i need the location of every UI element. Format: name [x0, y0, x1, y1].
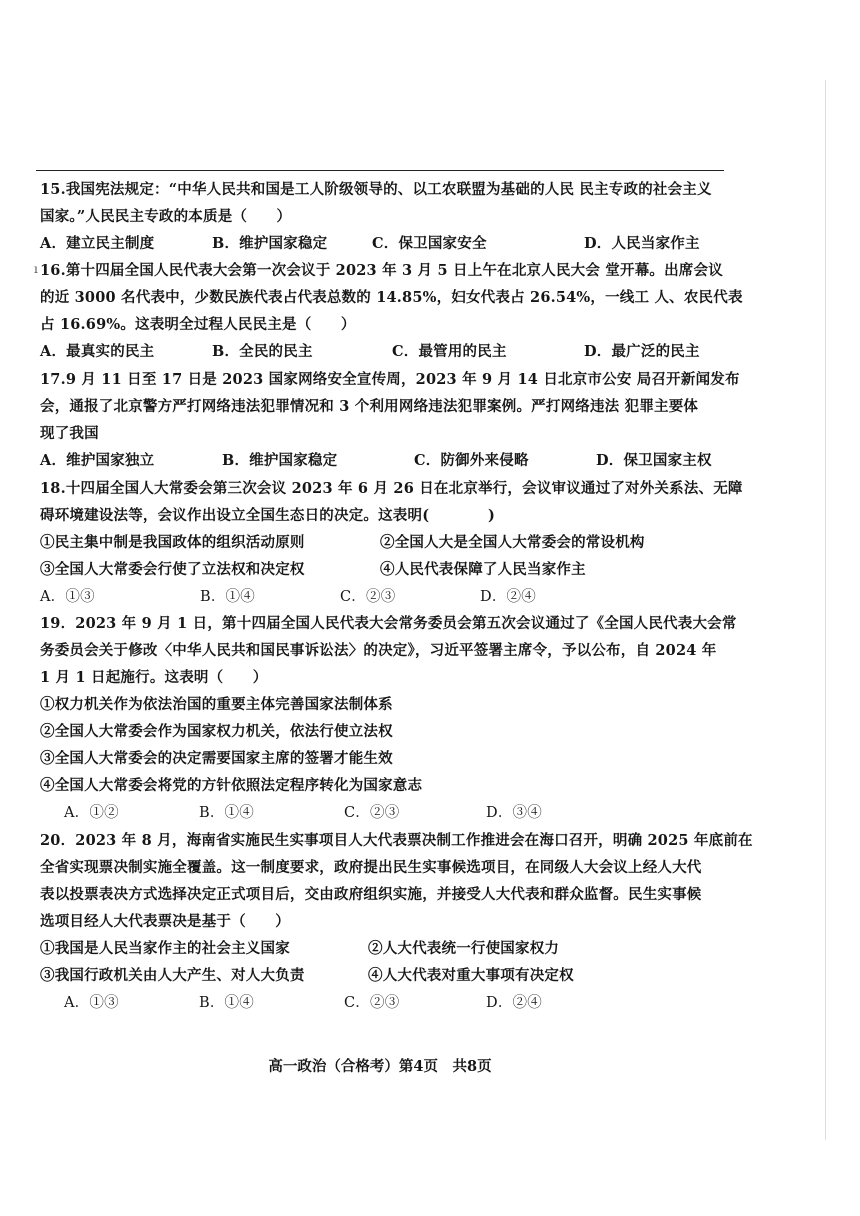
q18-statement-3: ③全国人大常委会行使了立法权和决定权 — [40, 561, 305, 578]
q15-option-d[interactable]: D．人民当家作主 — [584, 235, 700, 252]
q18-option-c[interactable]: C．②③ — [340, 589, 396, 605]
q17-stem-line-2: 会，通报了北京警方严打网络违法犯罪情况和 3 个利用网络违法犯罪案例。严打网络违法 犯罪主要体 — [40, 398, 699, 415]
q15-stem-line-1: 15.我国宪法规定：“中华人民共和国是工人阶级领导的、以工农联盟为基础的人民 民主专政的社会主义 — [40, 181, 712, 198]
q20-stem-line-3: 表以投票表决方式选择决定正式项目后，交由政府组织实施，并接受人大代表和群众监督。民生实事候 — [40, 886, 702, 903]
q19-option-a[interactable]: A．①② — [64, 805, 119, 821]
q19-statement-2: ②全国人大常委会作为国家权力机关，依法行使立法权 — [40, 723, 393, 740]
q19-option-b[interactable]: B．①④ — [199, 805, 254, 821]
q20-option-a[interactable]: A．①③ — [64, 995, 119, 1011]
q19-statement-3: ③全国人大常委会的决定需要国家主席的签署才能生效 — [40, 750, 393, 767]
q20-option-d[interactable]: D．②④ — [486, 995, 542, 1011]
q17-option-a[interactable]: A．维护国家独立 — [40, 452, 155, 469]
q20-stem-line-2: 全省实现票决制实施全覆盖。这一制度要求，政府提出民生实事候选项目，在同级人大会议上经人大代 — [40, 859, 702, 876]
q20-statement-3: ③我国行政机关由人大产生、对人大负责 — [40, 967, 305, 984]
q20-option-b[interactable]: B．①④ — [199, 995, 254, 1011]
q19-statement-4: ④全国人大常委会将党的方针依照法定程序转化为国家意志 — [40, 777, 423, 794]
q19-stem-line-2: 务委员会关于修改〈中华人民共和国民事诉讼法〉的决定》，习近平签署主席令，予以公布，自 2024 年 — [40, 642, 717, 659]
q16-stem-line-2: 的近 3000 名代表中，少数民族代表占代表总数的 14.85%，妇女代表占 26.54%，一线工 人、农民代表 — [40, 289, 743, 306]
q17-option-b[interactable]: B．维护国家稳定 — [222, 452, 338, 469]
q15-option-a[interactable]: A．建立民主制度 — [40, 235, 155, 252]
q20-statement-2: ②人大代表统一行使国家权力 — [368, 940, 560, 957]
q18-stem-line-2: 碍环境建设法等，会议作出设立全国生态日的决定。这表明( ) — [40, 507, 496, 524]
q20-stem-line-1: 20．2023 年 8 月，海南省实施民生实事项目人大代表票决制工作推进会在海口召开，明确 2025 年底前在 — [40, 832, 753, 849]
q18-statement-2: ②全国人大是全国人大常委会的常设机构 — [380, 534, 645, 551]
q16-option-b[interactable]: B．全民的民主 — [212, 343, 313, 360]
q18-option-d[interactable]: D．②④ — [480, 589, 536, 605]
q16-option-a[interactable]: A．最真实的民主 — [40, 343, 155, 360]
q15-option-c[interactable]: C．保卫国家安全 — [372, 235, 487, 252]
q18-option-a[interactable]: A．①③ — [40, 589, 95, 605]
header-rule — [36, 170, 724, 171]
q20-statement-4: ④人大代表对重大事项有决定权 — [368, 967, 574, 984]
q16-stem-line-3: 占 16.69%。这表明全过程人民民主是（ ） — [40, 316, 356, 333]
q17-stem-line-1: 17.9 月 11 日至 17 日是 2023 国家网络安全宣传周，2023 年 9 月 14 日北京市公安 局召开新闻发布 — [40, 371, 740, 388]
q18-option-b[interactable]: B．①④ — [200, 589, 255, 605]
page-footer: 高一政治（合格考）第4页 共8页 — [268, 1058, 492, 1075]
q16-option-c[interactable]: C．最管用的民主 — [392, 343, 507, 360]
q15-stem-line-2: 国家。”人民民主专政的本质是（ ） — [40, 208, 292, 225]
q17-stem-line-3: 现了我国 — [40, 425, 99, 442]
q19-stem-line-1: 19．2023 年 9 月 1 日，第十四届全国人民代表大会常务委员会第五次会议通过了《全国人民代表大会常 — [40, 615, 737, 632]
q17-option-c[interactable]: C．防御外来侵略 — [414, 452, 529, 469]
q19-stem-line-3: 1 月 1 日起施行。这表明（ ） — [40, 669, 268, 686]
q19-option-d[interactable]: D．③④ — [486, 805, 542, 821]
q20-stem-line-4: 选项目经人大代表票决是基于（ ） — [40, 913, 290, 930]
scan-edge-line — [825, 80, 826, 1140]
margin-tick: ı — [34, 262, 38, 276]
q16-stem-line-1: 16.第十四届全国人民代表大会第一次会议于 2023 年 3 月 5 日上午在北京人民大会 堂开幕。出席会议 — [40, 262, 723, 279]
q18-stem-line-1: 18.十四届全国人大常委会第三次会议 2023 年 6 月 26 日在北京举行，会议审议通过了对外关系法、无障 — [40, 480, 743, 497]
q15-option-b[interactable]: B．维护国家稳定 — [212, 235, 328, 252]
q20-option-c[interactable]: C．②③ — [344, 995, 400, 1011]
q19-option-c[interactable]: C．②③ — [344, 805, 400, 821]
q17-option-d[interactable]: D．保卫国家主权 — [596, 452, 712, 469]
q19-statement-1: ①权力机关作为依法治国的重要主体完善国家法制体系 — [40, 696, 393, 713]
q18-statement-1: ①民主集中制是我国政体的组织活动原则 — [40, 534, 305, 551]
q16-option-d[interactable]: D．最广泛的民主 — [584, 343, 700, 360]
q20-statement-1: ①我国是人民当家作主的社会主义国家 — [40, 940, 290, 957]
q18-statement-4: ④人民代表保障了人民当家作主 — [380, 561, 586, 578]
